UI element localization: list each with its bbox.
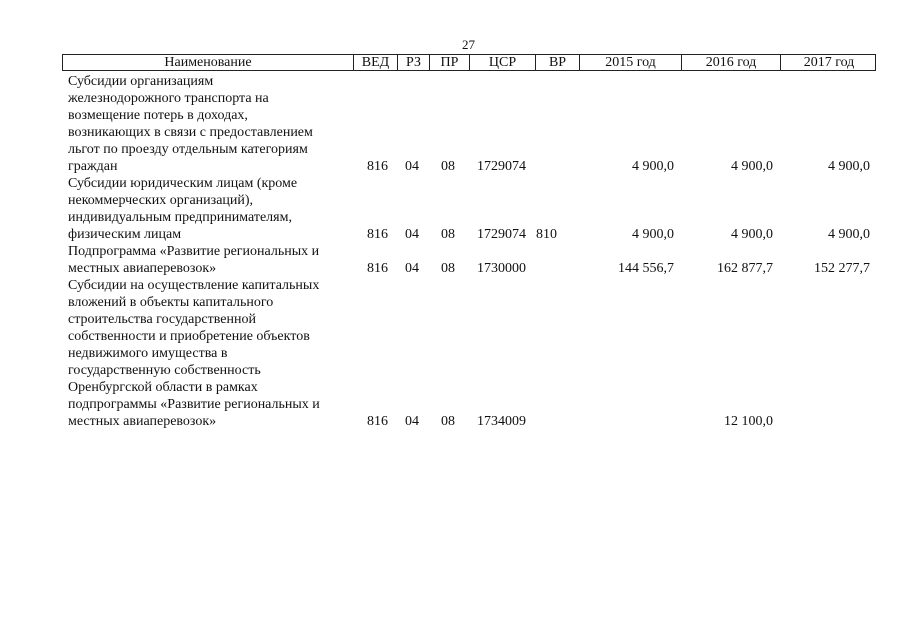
row-name-line: Субсидии организациям — [68, 74, 214, 89]
page-number: 27 — [462, 37, 475, 52]
row-rz: 04 — [405, 227, 419, 242]
row-name — [62, 73, 352, 175]
row-name-line: местных авиаперевозок» — [68, 414, 217, 429]
row-rz: 04 — [405, 261, 419, 276]
row-2017-value: 4 900,0 — [828, 159, 870, 174]
header-ved: ВЕД — [353, 55, 397, 71]
row-rz: 04 — [405, 159, 419, 174]
row-name-line: железнодорожного транспорта на — [68, 91, 269, 106]
row-ved: 816 — [367, 261, 388, 276]
row-name-line: местных авиаперевозок» — [68, 261, 217, 276]
row-2015-value: 4 900,0 — [632, 227, 674, 242]
header-csr: ЦСР — [469, 55, 535, 71]
row-name-line: некоммерческих организаций), — [68, 193, 254, 208]
row-name-line: Подпрограмма «Развитие региональных и — [68, 244, 320, 259]
header-rz: РЗ — [397, 55, 429, 71]
row-2017-value: 152 277,7 — [814, 261, 870, 276]
row-pr: 08 — [441, 414, 455, 429]
row-name-line: вложений в объекты капитального — [68, 295, 274, 310]
row-name-line: строительства государственной — [68, 312, 256, 327]
table-body — [62, 73, 876, 430]
row-ved: 816 — [367, 414, 388, 429]
row-name-line: индивидуальным предпринимателям, — [68, 210, 292, 225]
row-rz: 04 — [405, 414, 419, 429]
row-name-line: государственную собственность — [68, 363, 261, 378]
row-pr: 08 — [441, 261, 455, 276]
row-name-line: льгот по проезду отдельным категориям — [68, 142, 308, 157]
header-name: Наименование — [164, 55, 252, 70]
row-name-line: Оренбургской области в рамках — [68, 380, 258, 395]
row-2015-value: 144 556,7 — [618, 261, 674, 276]
table-row — [62, 243, 876, 277]
table-row — [62, 277, 876, 430]
row-2015-value: 4 900,0 — [632, 159, 674, 174]
row-name-line: граждан — [68, 159, 118, 174]
row-name — [62, 277, 352, 430]
budget-table — [62, 54, 876, 430]
row-name-line: подпрограммы «Развитие региональных и — [68, 397, 320, 412]
row-2017-value: 4 900,0 — [828, 227, 870, 242]
row-csr: 1729074 — [477, 159, 526, 174]
table-row — [62, 175, 876, 243]
row-2016-value: 162 877,7 — [717, 261, 773, 276]
table-header — [62, 54, 876, 71]
header-2016: 2016 год — [681, 55, 780, 71]
row-2016-value: 12 100,0 — [724, 414, 773, 429]
row-name-line: Субсидии юридическим лицам (кроме — [68, 176, 298, 191]
row-2016-value: 4 900,0 — [731, 227, 773, 242]
header-pr: ПР — [429, 55, 469, 71]
row-pr: 08 — [441, 227, 455, 242]
header-vr: ВР — [535, 55, 579, 71]
row-2016-value: 4 900,0 — [731, 159, 773, 174]
header-2015: 2015 год — [579, 55, 681, 71]
row-name-line: Субсидии на осуществление капитальных — [68, 278, 320, 293]
row-name-line: возникающих в связи с предоставлением — [68, 125, 313, 140]
row-name-line: собственности и приобретение объектов — [68, 329, 310, 344]
table-row — [62, 73, 876, 175]
row-ved: 816 — [367, 227, 388, 242]
row-csr: 1730000 — [477, 261, 526, 276]
row-name-line: недвижимого имущества в — [68, 346, 228, 361]
header-2017: 2017 год — [780, 55, 877, 71]
row-name — [62, 243, 352, 277]
row-name-line: возмещение потерь в доходах, — [68, 108, 248, 123]
row-csr: 1729074 — [477, 227, 526, 242]
row-vr: 810 — [536, 227, 557, 242]
row-ved: 816 — [367, 159, 388, 174]
row-pr: 08 — [441, 159, 455, 174]
row-name — [62, 175, 352, 243]
row-name-line: физическим лицам — [68, 227, 182, 242]
row-csr: 1734009 — [477, 414, 526, 429]
